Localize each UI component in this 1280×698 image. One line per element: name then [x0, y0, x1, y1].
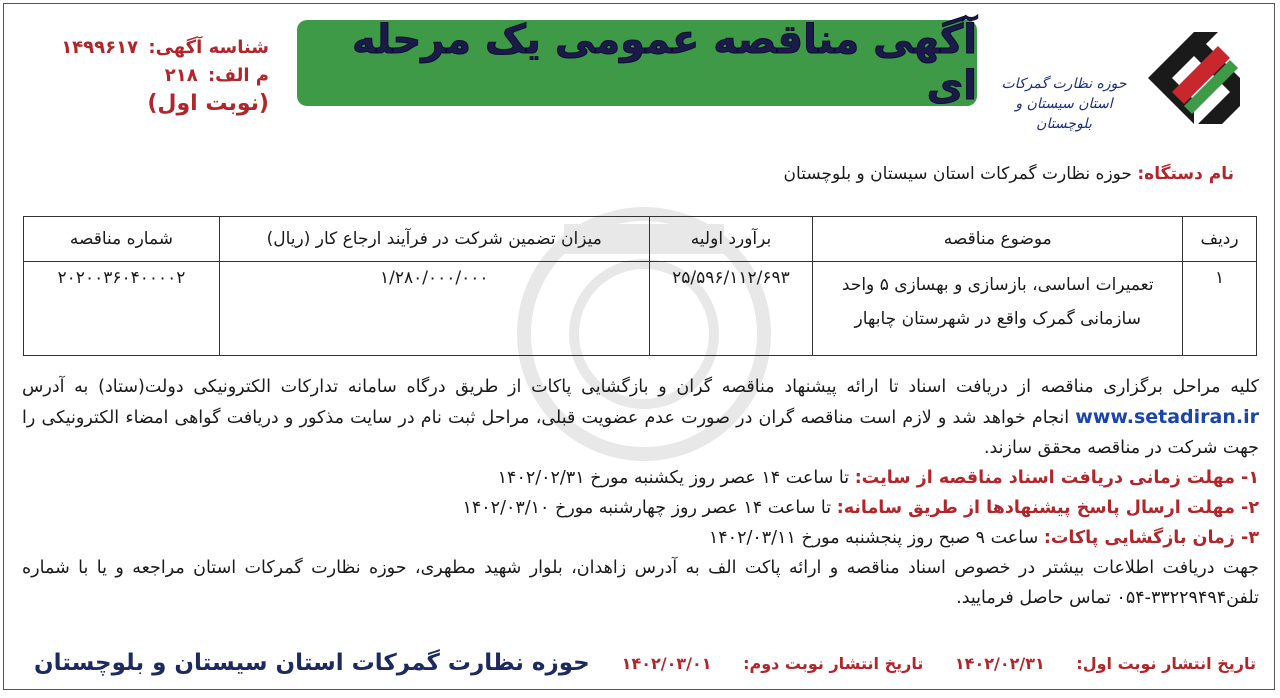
deadline-value: تا ساعت ۱۴ عصر روز یکشنبه مورخ ۱۴۰۲/۰۲/۳۱ [497, 468, 850, 488]
organization-label: نام دستگاه: [1137, 164, 1234, 184]
second-pub-label: تاریخ انتشار نوبت دوم: [743, 654, 924, 673]
ad-ref [34, 62, 269, 90]
deadline-item [22, 463, 1259, 493]
deadline-value: تا ساعت ۱۴ عصر روز چهارشنبه مورخ ۱۴۰۲/۰۳/۱۰ [462, 498, 832, 518]
col-guarantee: میزان تضمین شرکت در فرآیند ارجاع کار (ریال) [219, 217, 649, 262]
cell-estimate: ۲۵/۵۹۶/۱۱۲/۶۹۳ [649, 262, 813, 356]
title-banner [297, 17, 977, 109]
notice-body [22, 372, 1259, 613]
org-logo-line2: استان سیستان و بلوچستان [1015, 96, 1113, 132]
org-logo-text [999, 74, 1129, 134]
ad-id [34, 34, 269, 62]
ad-ref-label: م الف: [207, 65, 269, 86]
table-header-row [24, 217, 1257, 262]
first-pub-label: تاریخ انتشار نوبت اول: [1076, 654, 1256, 673]
publication-dates [596, 654, 1256, 673]
contact-paragraph: جهت دریافت اطلاعات بیشتر در خصوص اسناد مناقصه و ارائه پاکت الف به آدرس زاهدان، بلوار شهید مطهری، حوزه نظارت گمرکات استان مراجعه و یا با شماره تلفن۳۳۲۲۹۴۹۴-۰۵۴ تماس حاصل فرمایید. [22, 558, 1259, 608]
ad-meta [34, 34, 269, 118]
subject-line1: تعمیرات اساسی، بازسازی و بهسازی ۵ واحد [841, 275, 1154, 295]
deadline-value: ساعت ۹ صبح روز پنجشنبه مورخ ۱۴۰۲/۰۳/۱۱ [708, 528, 1039, 548]
footer [22, 650, 1256, 684]
second-pub-value: ۱۴۰۲/۰۳/۰۱ [621, 654, 712, 673]
cell-row-no: ۱ [1183, 262, 1257, 356]
website-link[interactable]: www.setadiran.ir [1075, 406, 1259, 428]
page-title: آگهی مناقصه عمومی یک مرحله ای [351, 17, 977, 109]
cell-subject [813, 262, 1183, 356]
first-pub [949, 654, 1256, 673]
col-tender-no: شماره مناقصه [24, 217, 220, 262]
deadline-item [22, 523, 1259, 553]
org-logo-line1: حوزه نظارت گمرکات [1001, 76, 1127, 92]
col-subject: موضوع مناقصه [813, 217, 1183, 262]
col-row-no: ردیف [1183, 217, 1257, 262]
intro-paragraph [22, 372, 1259, 463]
deadline-label: ۲- مهلت ارسال پاسخ پیشنهادها از طریق سامانه: [836, 498, 1259, 518]
cell-guarantee: ۱/۲۸۰/۰۰۰/۰۰۰ [219, 262, 649, 356]
organization-line [784, 164, 1234, 184]
ad-id-label: شناسه آگهی: [148, 37, 269, 58]
col-estimate: برآورد اولیه [649, 217, 813, 262]
cell-tender-no: ۲۰۲۰۰۳۶۰۴۰۰۰۰۲ [24, 262, 220, 356]
first-pub-value: ۱۴۰۲/۰۲/۳۱ [954, 654, 1045, 673]
deadline-label: ۱- مهلت زمانی دریافت اسناد مناقصه از سایت: [854, 468, 1259, 488]
organization-value: حوزه نظارت گمرکات استان سیستان و بلوچستان [783, 164, 1132, 184]
deadline-item [22, 493, 1259, 523]
ad-id-value: ۱۴۹۹۶۱۷ [61, 37, 139, 58]
ad-ref-value: ۲۱۸ [164, 65, 198, 86]
subject-line2: سازمانی گمرک واقع در شهرستان چابهار [854, 309, 1141, 329]
footer-signature: حوزه نظارت گمرکات استان سیستان و بلوچستان [34, 650, 590, 676]
intro-part2: انجام خواهد شد و لازم است مناقصه گران در صورت عدم عضویت قبلی، مراحل ثبت نام در سایت مذکور و دریافت گواهی امضاء الکترونیکی را جهت شرکت در مناقصه محقق سازند. [22, 408, 1259, 458]
intro-part1: کلیه مراحل برگزاری مناقصه از دریافت اسناد تا ارائه پیشنهاد مناقصه گران و بازگشایی پاکات از طریق درگاه سامانه تدارکات الکترونیکی دولت(ستاد) به آدرس [22, 377, 1259, 397]
second-pub [622, 654, 924, 673]
tender-table [23, 216, 1257, 356]
table-row [24, 262, 1257, 356]
customs-logo-icon [1138, 22, 1250, 134]
tender-notice [3, 3, 1275, 690]
round-label: (نوبت اول) [147, 91, 269, 116]
deadline-label: ۳- زمان بازگشایی پاکات: [1043, 528, 1259, 548]
